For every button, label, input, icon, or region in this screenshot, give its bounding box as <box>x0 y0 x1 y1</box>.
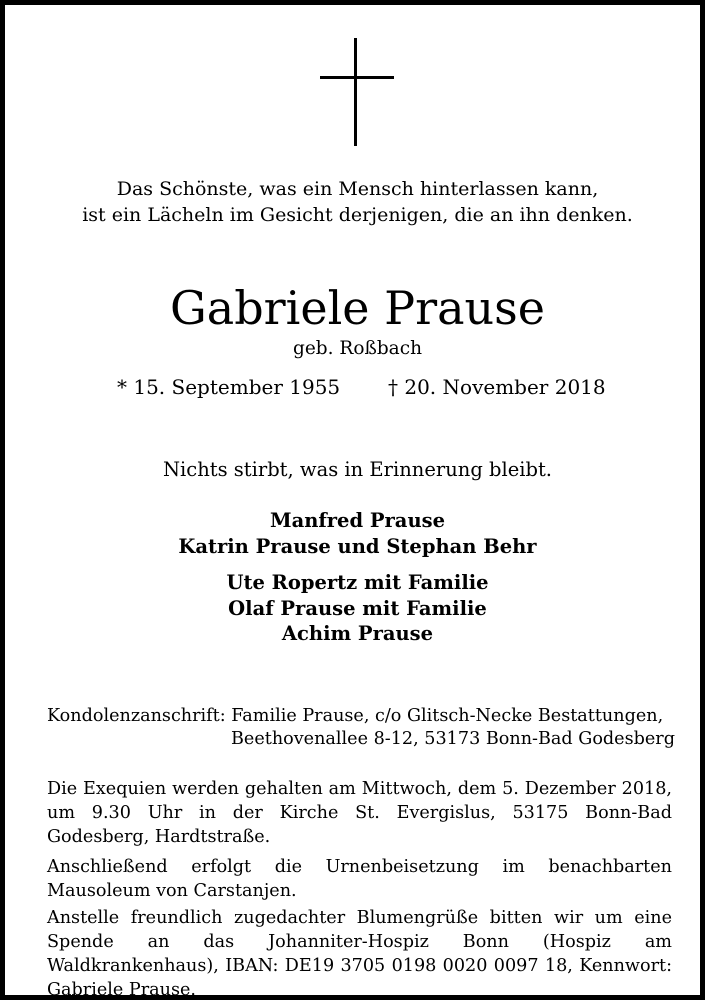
birth-date: * 15. September 1955 <box>117 375 341 399</box>
quote-line-1: Das Schönste, was ein Mensch hinterlassen kann, <box>116 178 599 200</box>
burial-paragraph: Anschließend erfolgt die Urnenbeisetzung im benachbarten Mausoleum von Carstanjen. <box>47 857 672 901</box>
mourner-name: Katrin Prause und Stephan Behr <box>178 535 537 558</box>
maiden-name: geb. Roßbach <box>293 338 422 359</box>
cross-icon <box>320 38 394 146</box>
donation-paragraph: Anstelle freundlich zugedachter Blumengrüße bitten wir um eine Spende an das Johanniter-Hospiz Bonn (Hospiz am Waldkrankenhaus), IBAN: DE19 3705 0198 0020 0097 18, Kennwort: Gabriele Prause. <box>47 908 672 1000</box>
condolence-address <box>47 704 672 728</box>
motto: Nichts stirbt, was in Erinnerung bleibt. <box>162 458 553 481</box>
quote-line-2: ist ein Lächeln im Gesicht derjenigen, die an ihn denken. <box>82 204 633 226</box>
condolence-line-2: Beethovenallee 8-12, 53173 Bonn-Bad Godesberg <box>231 729 675 749</box>
exequies-paragraph: Die Exequien werden gehalten am Mittwoch, dem 5. Dezember 2018, um 9.30 Uhr in der Kirche St. Evergislus, 53175 Bonn-Bad Godesberg, Hardtstraße. <box>47 779 672 847</box>
mourner-name: Olaf Prause mit Familie <box>228 597 487 620</box>
death-date: † 20. November 2018 <box>388 375 606 399</box>
mourner-name: Achim Prause <box>281 622 434 645</box>
condolence-line-1: Familie Prause, c/o Glitsch-Necke Bestattungen, <box>231 706 664 726</box>
mourner-name: Ute Ropertz mit Familie <box>226 571 489 594</box>
condolence-label: Kondolenzanschrift: <box>47 706 226 726</box>
deceased-name: Gabriele Prause <box>170 281 545 335</box>
mourner-name: Manfred Prause <box>269 509 446 532</box>
